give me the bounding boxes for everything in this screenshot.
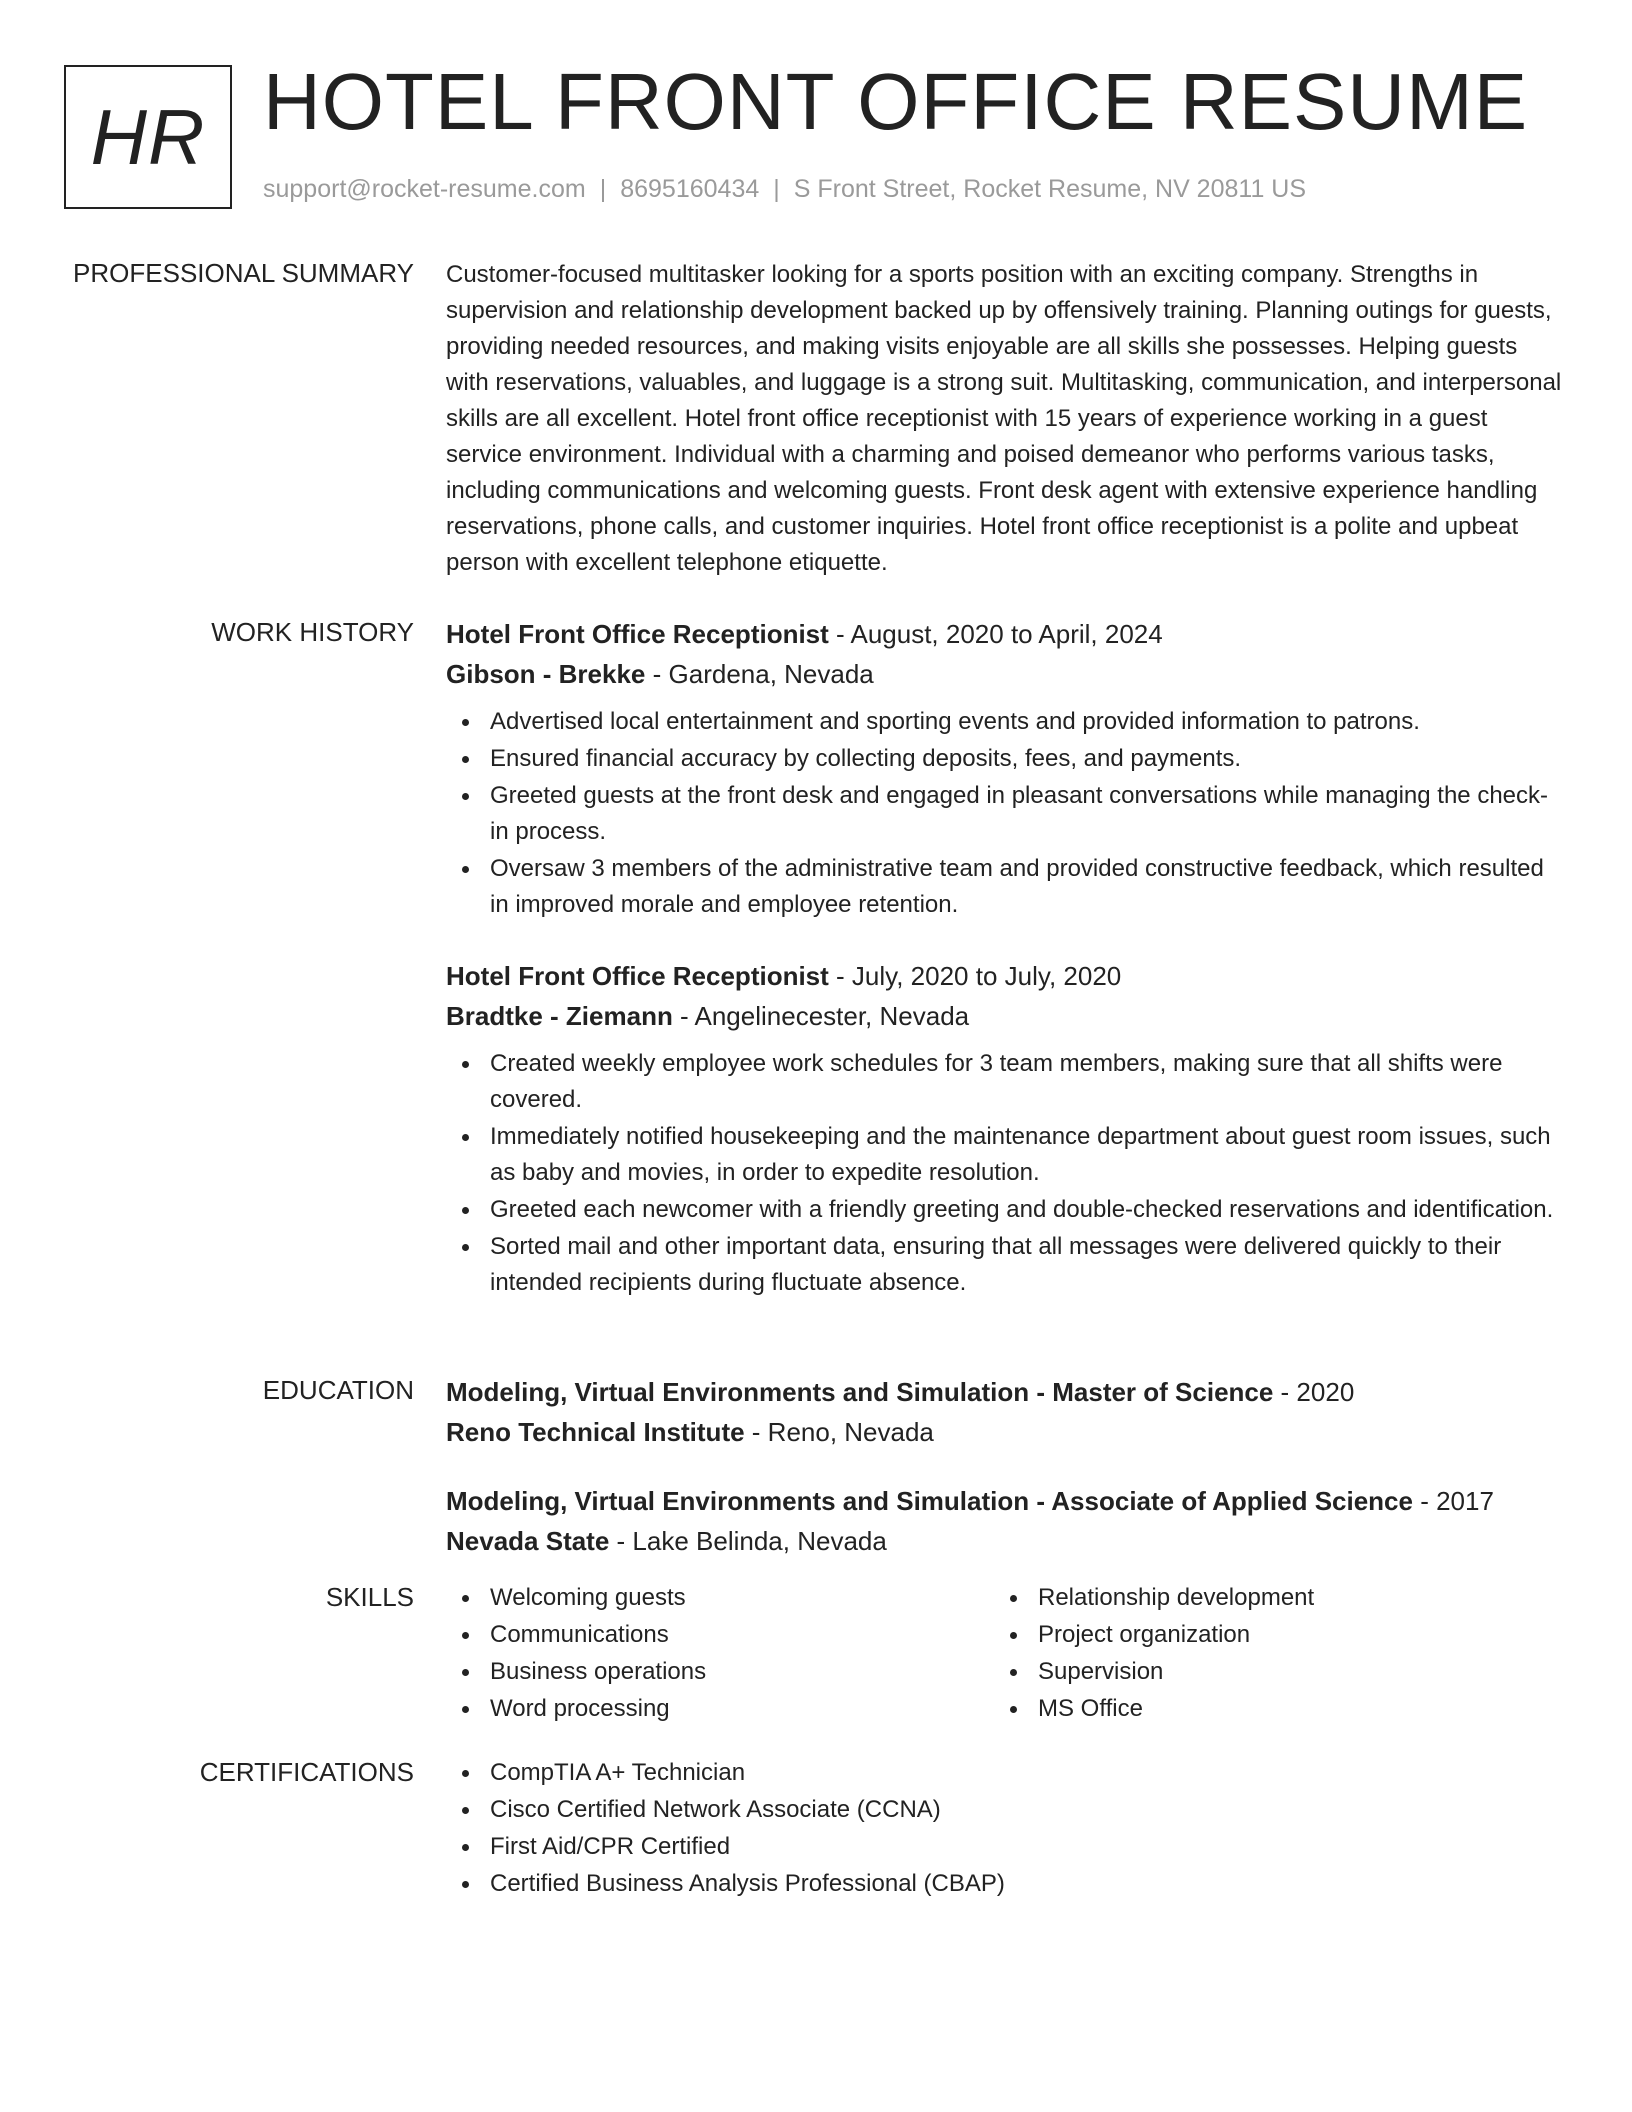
degree-line xyxy=(446,1372,1566,1412)
list-item: CompTIA A+ Technician xyxy=(446,1755,1566,1791)
school-line xyxy=(446,1521,1566,1561)
job-title: Hotel Front Office Receptionist xyxy=(446,619,829,649)
list-item: Communications xyxy=(446,1617,994,1653)
job-dates: - July, 2020 to July, 2020 xyxy=(828,961,1122,991)
degree-year: - 2020 xyxy=(1273,1377,1355,1407)
job-duties-list xyxy=(446,1046,1566,1301)
job-title-line xyxy=(446,956,1566,996)
skills-list-left xyxy=(446,1580,994,1728)
resume-title: HOTEL FRONT OFFICE RESUME xyxy=(263,57,1529,146)
job-dates: - August, 2020 to April, 2024 xyxy=(828,619,1163,649)
school-line xyxy=(446,1412,1566,1452)
job-title: Hotel Front Office Receptionist xyxy=(446,961,829,991)
job-entry xyxy=(446,614,1566,924)
summary-section xyxy=(446,257,1566,581)
section-label-work-history: WORK HISTORY xyxy=(211,617,414,647)
summary-text: Customer-focused multitasker looking for a sports position with an exciting company. Strengths in supervision and relationship development backed up by offensively training. Planning outings for guests, providing needed resources, and making visits enjoyable are all skills she possesses. Helping guests with reservations, valuables, and luggage is a strong suit. Multitasking, communication, and interpersonal skills are all excellent. Hotel front office receptionist with 15 years of experience working in a guest service environment. Individual with a charming and poised demeanor who performs various tasks, including communications and welcoming guests. Front desk agent with extensive experience handling reservations, phone calls, and customer inquiries. Hotel front office receptionist is a polite and upbeat person with excellent telephone etiquette. xyxy=(446,261,1562,576)
education-entry xyxy=(446,1372,1566,1452)
job-location: - Gardena, Nevada xyxy=(645,659,874,689)
degree-line xyxy=(446,1481,1566,1521)
school-name: Nevada State xyxy=(446,1526,610,1556)
contact-line xyxy=(263,175,1306,204)
job-entry xyxy=(446,956,1566,1302)
job-title-line xyxy=(446,614,1566,654)
job-duties-list xyxy=(446,704,1566,923)
list-item: MS Office xyxy=(994,1691,1542,1727)
skills-section xyxy=(446,1580,1566,1728)
certifications-section xyxy=(446,1755,1566,1903)
list-item: Oversaw 3 members of the administrative team and provided constructive feedback, which resulted in improved morale and employee retention. xyxy=(446,851,1566,923)
school-location: - Lake Belinda, Nevada xyxy=(609,1526,887,1556)
list-item: Immediately notified housekeeping and the maintenance department about guest room issues, such as baby and movies, in order to expedite resolution. xyxy=(446,1119,1566,1191)
contact-phone: 8695160434 xyxy=(620,175,760,203)
list-item: Greeted each newcomer with a friendly greeting and double-checked reservations and identification. xyxy=(446,1192,1566,1228)
monogram-logo: HR xyxy=(64,65,232,209)
job-location: - Angelinecester, Nevada xyxy=(672,1001,970,1031)
job-company: Gibson - Brekke xyxy=(446,659,646,689)
contact-address: S Front Street, Rocket Resume, NV 20811 US xyxy=(793,175,1307,203)
list-item: Greeted guests at the front desk and engaged in pleasant conversations while managing the check-in process. xyxy=(446,778,1566,850)
school-name: Reno Technical Institute xyxy=(446,1417,745,1447)
list-item: Word processing xyxy=(446,1691,994,1727)
list-item: Cisco Certified Network Associate (CCNA) xyxy=(446,1792,1566,1828)
degree-name: Modeling, Virtual Environments and Simulation - Associate of Applied Science xyxy=(446,1486,1413,1516)
list-item: First Aid/CPR Certified xyxy=(446,1829,1566,1865)
list-item: Relationship development xyxy=(994,1580,1542,1616)
list-item: Business operations xyxy=(446,1654,994,1690)
degree-name: Modeling, Virtual Environments and Simulation - Master of Science xyxy=(446,1377,1274,1407)
list-item: Project organization xyxy=(994,1617,1542,1653)
section-label-skills: SKILLS xyxy=(325,1582,414,1612)
degree-year: - 2017 xyxy=(1412,1486,1494,1516)
list-item: Welcoming guests xyxy=(446,1580,994,1616)
section-label-summary: PROFESSIONAL SUMMARY xyxy=(73,258,414,288)
list-item: Ensured financial accuracy by collecting deposits, fees, and payments. xyxy=(446,741,1566,777)
section-label-education: EDUCATION xyxy=(262,1375,414,1405)
certifications-list xyxy=(446,1755,1566,1902)
skills-list-right xyxy=(994,1580,1542,1728)
list-item: Created weekly employee work schedules for 3 team members, making sure that all shifts were covered. xyxy=(446,1046,1566,1118)
list-item: Advertised local entertainment and sporting events and provided information to patrons. xyxy=(446,704,1566,740)
job-company-line xyxy=(446,996,1566,1036)
list-item: Supervision xyxy=(994,1654,1542,1690)
skills-grid xyxy=(446,1580,1566,1728)
job-company: Bradtke - Ziemann xyxy=(446,1001,673,1031)
job-company-line xyxy=(446,654,1566,694)
education-entry xyxy=(446,1481,1566,1561)
section-label-certifications: CERTIFICATIONS xyxy=(199,1757,414,1787)
contact-separator: | xyxy=(773,175,780,203)
list-item: Certified Business Analysis Professional (CBAP) xyxy=(446,1866,1566,1902)
list-item: Sorted mail and other important data, ensuring that all messages were delivered quickly to their intended recipients during fluctuate absence. xyxy=(446,1229,1566,1301)
contact-email: support@rocket-resume.com xyxy=(263,175,586,203)
contact-separator: | xyxy=(599,175,607,203)
school-location: - Reno, Nevada xyxy=(744,1417,934,1447)
